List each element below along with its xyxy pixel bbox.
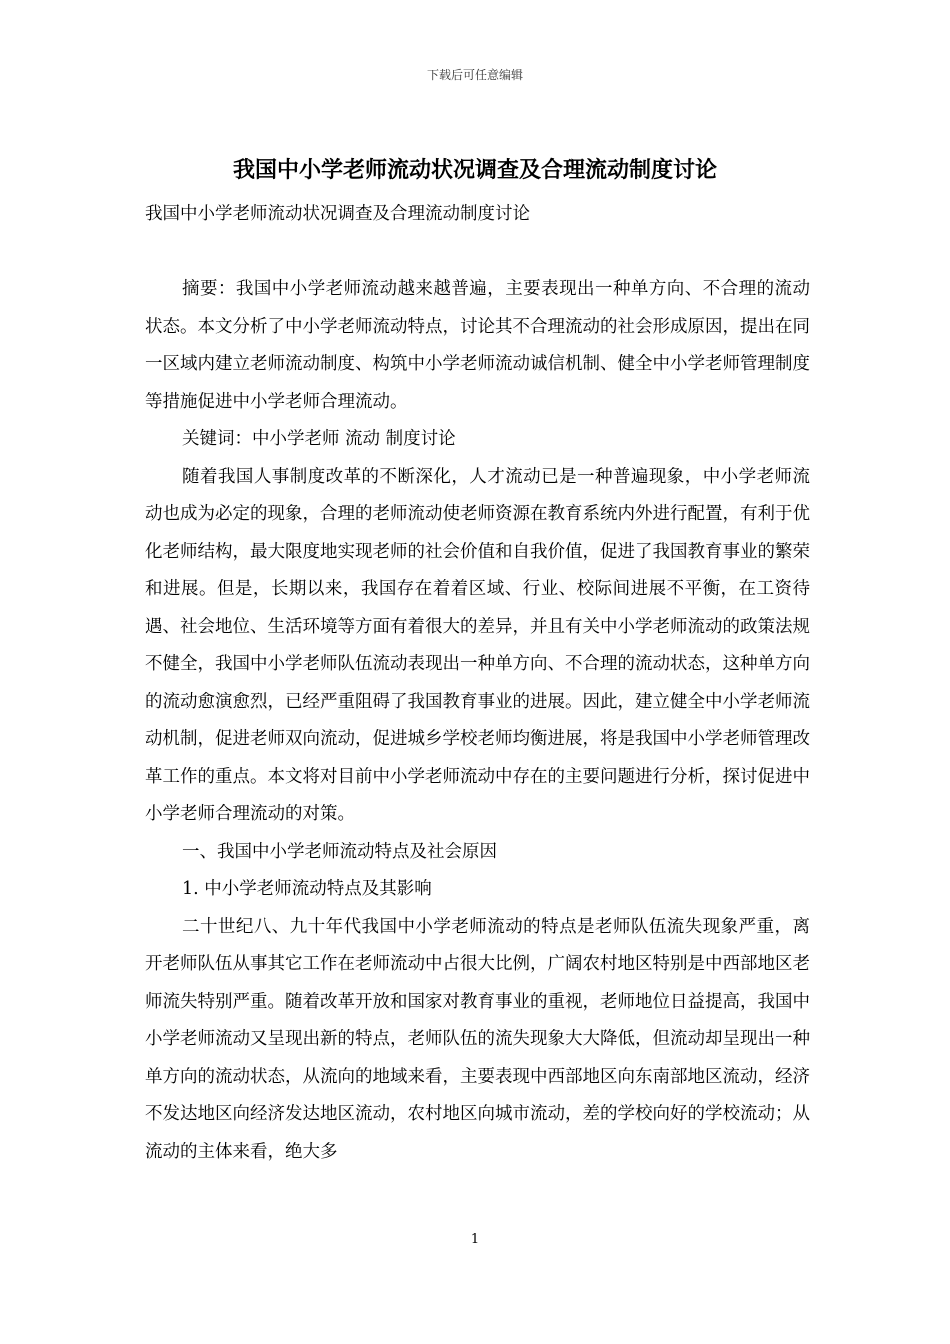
body-paragraph: 二十世纪八、九十年代我国中小学老师流动的特点是老师队伍流失现象严重，离开老师队伍从事其它工作在老师流动中占很大比例，广阔农村地区特别是中西部地区老师流失特别严重。随着改革开放和国家对教育事业的重视，老师地位日益提高，我国中小学老师流动又呈现出新的特点，老师队伍的流失现象大大降低，但流动却呈现出一种单方向的流动状态，从流向的地域来看，主要表现中西部地区向东南部地区流动，经济不发达地区向经济发达地区流动，农村地区向城市流动，差的学校向好的学校流动；从流动的主体来看，绝大多 — [145, 916, 810, 1162]
keywords-line: 关键词：中小学老师 流动 制度讨论 — [182, 429, 456, 449]
document-subtitle: 我国中小学老师流动状况调查及合理流动制度讨论 — [145, 204, 530, 224]
page-number: 1 — [470, 1232, 480, 1247]
document-body — [145, 196, 810, 1171]
page-header-note: 下载后可任意编辑 — [426, 68, 523, 82]
subsection-heading: 1. 中小学老师流动特点及其影响 — [182, 879, 432, 899]
section-heading: 一、我国中小学老师流动特点及社会原因 — [182, 841, 497, 862]
document-title: 我国中小学老师流动状况调查及合理流动制度讨论 — [232, 157, 717, 183]
intro-paragraph: 随着我国人事制度改革的不断深化，人才流动已是一种普遍现象，中小学老师流动也成为必定的现象，合理的老师流动使老师资源在教育系统内外进行配置，有利于优化老师结构，最大限度地实现老师的社会价值和自我价值，促进了我国教育事业的繁荣和进展。但是，长期以来，我国存在着着区域、行业、校际间进展不平衡，在工资待遇、社会地位、生活环境等方面有着很大的差异，并且有关中小学老师流动的政策法规不健全，我国中小学老师队伍流动表现出一种单方向、不合理的流动状态，这种单方向的流动愈演愈烈，已经严重阻碍了我国教育事业的进展。因此，建立健全中小学老师流动机制，促进老师双向流动，促进城乡学校老师均衡进展，将是我国中小学老师管理改革工作的重点。本文将对目前中小学老师流动中存在的主要问题进行分析，探讨促进中小学老师合理流动的对策。 — [145, 466, 810, 824]
abstract-paragraph: 摘要：我国中小学老师流动越来越普遍，主要表现出一种单方向、不合理的流动状态。本文分析了中小学老师流动特点，讨论其不合理流动的社会形成原因，提出在同一区域内建立老师流动制度、构筑中小学老师流动诚信机制、健全中小学老师管理制度等措施促进中小学老师合理流动。 — [145, 279, 810, 412]
